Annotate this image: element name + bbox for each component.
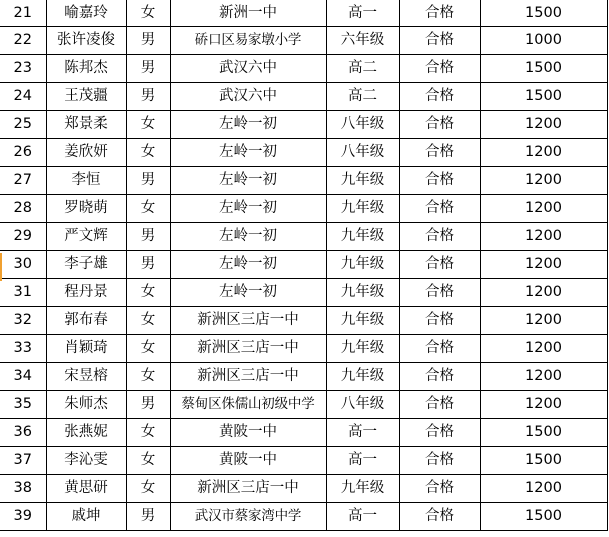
name-cell[interactable]: 罗晓萌: [46, 195, 126, 223]
name-cell[interactable]: 戚坤: [46, 503, 126, 531]
table-row: [0, 139, 607, 167]
grade-cell[interactable]: 高二: [326, 83, 399, 111]
row-number-cell[interactable]: 29: [0, 223, 46, 251]
score-cell[interactable]: 1500: [480, 419, 607, 447]
row-number-cell[interactable]: 23: [0, 55, 46, 83]
gender-cell[interactable]: 女: [126, 279, 170, 307]
name-cell[interactable]: 姜欣妍: [46, 139, 126, 167]
gender-cell[interactable]: 男: [126, 83, 170, 111]
grade-cell[interactable]: 八年级: [326, 111, 399, 139]
result-cell[interactable]: 合格: [399, 307, 480, 335]
grade-cell[interactable]: 高一: [326, 503, 399, 531]
name-cell[interactable]: 黄思研: [46, 475, 126, 503]
table-row: [0, 251, 607, 279]
grade-cell[interactable]: 八年级: [326, 139, 399, 167]
grade-cell[interactable]: 九年级: [326, 167, 399, 195]
school-cell[interactable]: 新洲区三店一中: [170, 475, 326, 503]
result-cell[interactable]: 合格: [399, 111, 480, 139]
row-number-cell[interactable]: 25: [0, 111, 46, 139]
score-cell[interactable]: 1200: [480, 167, 607, 195]
gender-cell[interactable]: 男: [126, 55, 170, 83]
gender-cell[interactable]: 男: [126, 167, 170, 195]
grade-cell[interactable]: 九年级: [326, 279, 399, 307]
score-cell[interactable]: 1200: [480, 475, 607, 503]
grade-cell[interactable]: 九年级: [326, 363, 399, 391]
score-cell[interactable]: 1200: [480, 251, 607, 279]
gender-cell[interactable]: 女: [126, 363, 170, 391]
name-cell[interactable]: 陈邦杰: [46, 55, 126, 83]
result-cell[interactable]: 合格: [399, 335, 480, 363]
gender-cell[interactable]: 女: [126, 111, 170, 139]
row-number-cell[interactable]: 22: [0, 27, 46, 55]
score-cell[interactable]: 1200: [480, 139, 607, 167]
gender-cell[interactable]: 女: [126, 335, 170, 363]
school-cell[interactable]: 左岭一初: [170, 139, 326, 167]
school-cell[interactable]: 新洲区三店一中: [170, 307, 326, 335]
school-cell[interactable]: 蔡甸区侏儒山初级中学: [170, 391, 326, 419]
row-number-cell[interactable]: 24: [0, 83, 46, 111]
gender-cell[interactable]: 男: [126, 251, 170, 279]
score-cell[interactable]: 1200: [480, 391, 607, 419]
school-cell[interactable]: 新洲区三店一中: [170, 363, 326, 391]
row-number-cell[interactable]: 38: [0, 475, 46, 503]
score-cell[interactable]: 1200: [480, 279, 607, 307]
grade-cell[interactable]: 九年级: [326, 251, 399, 279]
table-row: [0, 195, 607, 223]
name-cell[interactable]: 张许凌俊: [46, 27, 126, 55]
name-cell[interactable]: 郭布春: [46, 307, 126, 335]
result-cell[interactable]: 合格: [399, 447, 480, 475]
name-cell[interactable]: 肖颖琦: [46, 335, 126, 363]
grade-cell[interactable]: 六年级: [326, 27, 399, 55]
name-cell[interactable]: 张燕妮: [46, 419, 126, 447]
gender-cell[interactable]: 女: [126, 0, 170, 27]
school-cell[interactable]: 武汉市蔡家湾中学: [170, 503, 326, 531]
score-cell[interactable]: 1200: [480, 307, 607, 335]
table-row: [0, 363, 607, 391]
row-number-cell[interactable]: 34: [0, 363, 46, 391]
score-cell[interactable]: 1500: [480, 503, 607, 531]
school-cell[interactable]: 左岭一初: [170, 223, 326, 251]
score-cell[interactable]: 1200: [480, 363, 607, 391]
school-cell[interactable]: 左岭一初: [170, 251, 326, 279]
result-cell[interactable]: 合格: [399, 27, 480, 55]
table-row: [0, 27, 607, 55]
row-number-cell[interactable]: 30: [0, 251, 46, 279]
result-cell[interactable]: 合格: [399, 139, 480, 167]
row-number-cell[interactable]: 39: [0, 503, 46, 531]
table-row: [0, 391, 607, 419]
name-cell[interactable]: 郑景柔: [46, 111, 126, 139]
gender-cell[interactable]: 女: [126, 419, 170, 447]
school-cell[interactable]: 新洲区三店一中: [170, 335, 326, 363]
table-row: [0, 335, 607, 363]
table-row: [0, 279, 607, 307]
result-cell[interactable]: 合格: [399, 363, 480, 391]
gender-cell[interactable]: 女: [126, 307, 170, 335]
name-cell[interactable]: 李子雄: [46, 251, 126, 279]
grade-cell[interactable]: 高二: [326, 55, 399, 83]
table-row: [0, 223, 607, 251]
school-cell[interactable]: 左岭一初: [170, 167, 326, 195]
school-cell[interactable]: 黄陂一中: [170, 447, 326, 475]
table-row: [0, 307, 607, 335]
score-cell[interactable]: 1000: [480, 27, 607, 55]
name-cell[interactable]: 朱师杰: [46, 391, 126, 419]
score-cell[interactable]: 1200: [480, 223, 607, 251]
grade-cell[interactable]: 九年级: [326, 475, 399, 503]
grade-cell[interactable]: 九年级: [326, 307, 399, 335]
score-cell[interactable]: 1200: [480, 335, 607, 363]
score-cell[interactable]: 1500: [480, 447, 607, 475]
result-cell[interactable]: 合格: [399, 195, 480, 223]
school-cell[interactable]: 硚口区易家墩小学: [170, 27, 326, 55]
score-cell[interactable]: 1200: [480, 111, 607, 139]
active-row-marker: [0, 253, 2, 281]
grade-cell[interactable]: 高一: [326, 447, 399, 475]
result-cell[interactable]: 合格: [399, 475, 480, 503]
row-number-cell[interactable]: 27: [0, 167, 46, 195]
score-cell[interactable]: 1500: [480, 0, 607, 27]
score-cell[interactable]: 1500: [480, 55, 607, 83]
score-cell[interactable]: 1500: [480, 83, 607, 111]
name-cell[interactable]: 严文辉: [46, 223, 126, 251]
grade-cell[interactable]: 九年级: [326, 195, 399, 223]
result-cell[interactable]: 合格: [399, 167, 480, 195]
school-cell[interactable]: 新洲一中: [170, 0, 326, 27]
table-row: [0, 83, 607, 111]
row-number-cell[interactable]: 32: [0, 307, 46, 335]
grade-cell[interactable]: 高一: [326, 419, 399, 447]
grade-cell[interactable]: 九年级: [326, 223, 399, 251]
name-cell[interactable]: 喻嘉玲: [46, 0, 126, 27]
name-cell[interactable]: 王茂疆: [46, 83, 126, 111]
name-cell[interactable]: 李沁雯: [46, 447, 126, 475]
row-number-cell[interactable]: 37: [0, 447, 46, 475]
name-cell[interactable]: 宋昱榕: [46, 363, 126, 391]
table-row: [0, 167, 607, 195]
grade-cell[interactable]: 八年级: [326, 391, 399, 419]
table-row: [0, 55, 607, 83]
result-cell[interactable]: 合格: [399, 503, 480, 531]
row-number-cell[interactable]: 21: [0, 0, 46, 27]
row-number-cell[interactable]: 31: [0, 279, 46, 307]
result-cell[interactable]: 合格: [399, 0, 480, 27]
school-cell[interactable]: 武汉六中: [170, 83, 326, 111]
school-cell[interactable]: 黄陂一中: [170, 419, 326, 447]
grade-cell[interactable]: 高一: [326, 0, 399, 27]
table-row: [0, 503, 607, 531]
result-cell[interactable]: 合格: [399, 279, 480, 307]
score-cell[interactable]: 1200: [480, 195, 607, 223]
result-cell[interactable]: 合格: [399, 55, 480, 83]
table-row: [0, 475, 607, 503]
row-number-cell[interactable]: 28: [0, 195, 46, 223]
row-number-cell[interactable]: 36: [0, 419, 46, 447]
school-cell[interactable]: 左岭一初: [170, 195, 326, 223]
school-cell[interactable]: 左岭一初: [170, 279, 326, 307]
result-cell[interactable]: 合格: [399, 223, 480, 251]
gender-cell[interactable]: 男: [126, 503, 170, 531]
school-cell[interactable]: 武汉六中: [170, 55, 326, 83]
gender-cell[interactable]: 女: [126, 139, 170, 167]
table-row: [0, 0, 607, 27]
school-cell[interactable]: 左岭一初: [170, 111, 326, 139]
table-row: [0, 111, 607, 139]
row-number-cell[interactable]: 33: [0, 335, 46, 363]
table-row: [0, 419, 607, 447]
result-cell[interactable]: 合格: [399, 251, 480, 279]
result-cell[interactable]: 合格: [399, 83, 480, 111]
gender-cell[interactable]: 男: [126, 391, 170, 419]
gender-cell[interactable]: 女: [126, 447, 170, 475]
grade-cell[interactable]: 九年级: [326, 335, 399, 363]
row-number-cell[interactable]: 26: [0, 139, 46, 167]
name-cell[interactable]: 程丹景: [46, 279, 126, 307]
result-cell[interactable]: 合格: [399, 391, 480, 419]
result-cell[interactable]: 合格: [399, 419, 480, 447]
gender-cell[interactable]: 男: [126, 27, 170, 55]
gender-cell[interactable]: 男: [126, 223, 170, 251]
row-number-cell[interactable]: 35: [0, 391, 46, 419]
name-cell[interactable]: 李恒: [46, 167, 126, 195]
table-row: [0, 447, 607, 475]
gender-cell[interactable]: 女: [126, 475, 170, 503]
gender-cell[interactable]: 女: [126, 195, 170, 223]
